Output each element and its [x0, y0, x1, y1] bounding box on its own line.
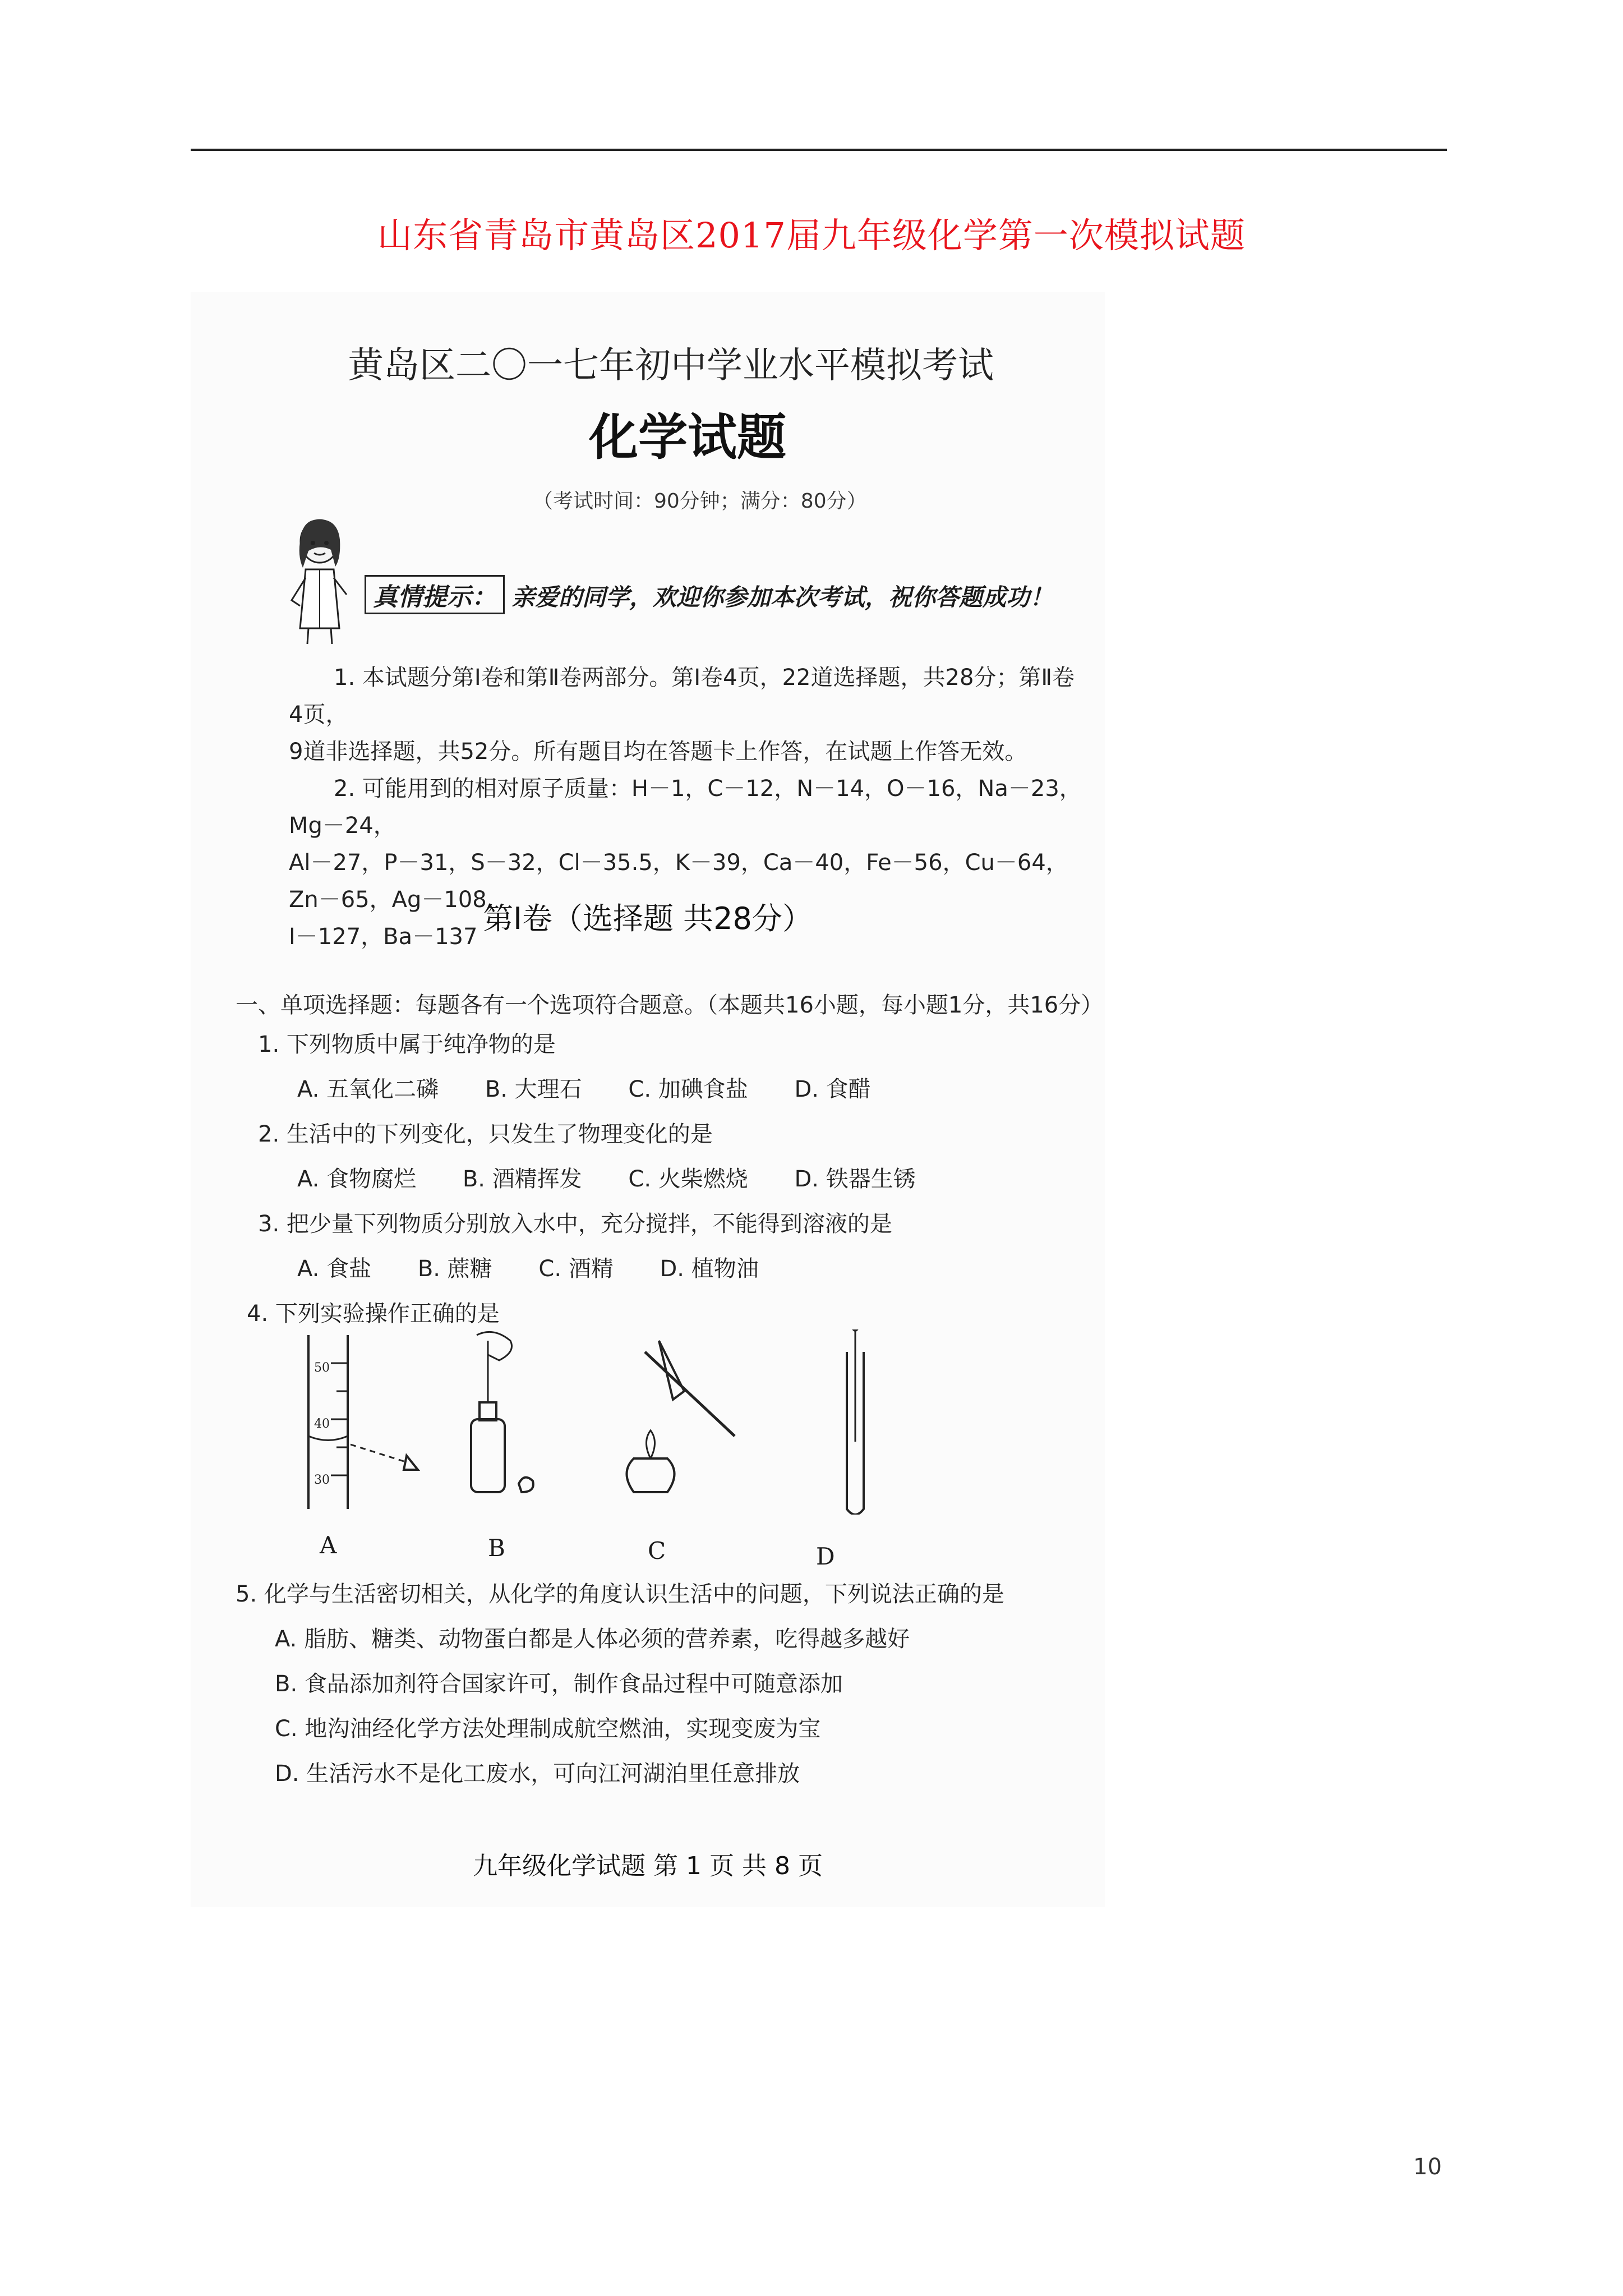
option: C. 火柴燃烧	[628, 1166, 748, 1192]
figure-a-cylinder-icon	[308, 1335, 418, 1509]
header-rule	[191, 149, 1447, 151]
option: A. 食物腐烂	[297, 1166, 417, 1192]
figure-label: A	[320, 1531, 337, 1559]
question-stem: 4. 下列实验操作正确的是	[247, 1301, 500, 1327]
section-title: 第Ⅰ卷（选择题 共28分）	[483, 901, 813, 936]
instruction-line: 2. 可能用到的相对原子质量：H－1，C－12，N－14，O－16，Na－23，Mg－24，	[289, 776, 1082, 839]
lab-figures	[297, 1329, 942, 1515]
exam-time-note: （考试时间：90分钟；满分：80分）	[533, 490, 867, 513]
option: A. 食盐	[297, 1256, 372, 1282]
option: C. 地沟油经化学方法处理制成航空燃油，实现变废为宝	[275, 1716, 821, 1742]
option: D. 铁器生锈	[794, 1166, 916, 1192]
scan-page-footer: 九年级化学试题 第 1 页 共 8 页	[473, 1852, 823, 1880]
option: C. 酒精	[538, 1256, 614, 1282]
cylinder-tick-label: 50	[314, 1361, 330, 1375]
scanned-exam-page	[191, 292, 1105, 1907]
cylinder-tick-label: 40	[314, 1417, 330, 1431]
tip-label: 真情提示：	[365, 575, 505, 614]
figure-d-dropper-icon	[847, 1329, 864, 1515]
option: A. 脂肪、糖类、动物蛋白都是人体必须的营养素，吃得越多越好	[275, 1626, 910, 1652]
instruction-line: I－127，Ba－137	[289, 924, 478, 950]
option: D. 食醋	[794, 1076, 871, 1102]
question-options	[297, 1071, 910, 1103]
part-heading: 一、单项选择题：每题各有一个选项符合题意。（本题共16小题，每小题1分，共16分）	[236, 992, 1104, 1018]
question-stem: 2. 生活中的下列变化，只发生了物理变化的是	[258, 1121, 713, 1147]
figure-label: C	[648, 1537, 666, 1565]
question-list	[236, 292, 1104, 1907]
instruction-line: 1. 本试题分第Ⅰ卷和第Ⅱ卷两部分。第Ⅰ卷4页，22道选择题，共28分；第Ⅱ卷4页，	[289, 665, 1075, 728]
figure-b-bottle-icon	[471, 1332, 533, 1492]
option: B. 蔗糖	[417, 1256, 492, 1282]
tip-text: 亲爱的同学，欢迎你参加本次考试，祝你答题成功！	[511, 583, 1054, 611]
exam-subject: 化学试题	[589, 408, 787, 466]
question-stem: 1. 下列物质中属于纯净物的是	[258, 1032, 556, 1057]
figure-label: B	[488, 1534, 505, 1562]
option: A. 五氧化二磷	[297, 1076, 439, 1102]
document-title: 山东省青岛市黄岛区2017届九年级化学第一次模拟试题	[377, 215, 1246, 256]
instruction-line: 9道非选择题，共52分。所有题目均在答题卡上作答，在试题上作答无效。	[289, 739, 1027, 765]
option: C. 加碘食盐	[628, 1076, 748, 1102]
page-number: 10	[1413, 2154, 1442, 2180]
option: D. 生活污水不是化工废水，可向江河湖泊里任意排放	[275, 1761, 800, 1787]
question-stem: 3. 把少量下列物质分别放入水中，充分搅拌，不能得到溶液的是	[258, 1211, 892, 1237]
cylinder-tick-label: 30	[314, 1473, 330, 1487]
question-options	[297, 1251, 798, 1283]
question-options	[297, 1161, 955, 1193]
figure-c-heating-icon	[627, 1341, 735, 1492]
option: B. 大理石	[485, 1076, 582, 1102]
question-stem: 5. 化学与生活密切相关，从化学的角度认识生活中的问题，下列说法正确的是	[236, 1581, 1004, 1607]
option: B. 酒精挥发	[462, 1166, 582, 1192]
exam-title: 黄岛区二〇一七年初中学业水平模拟考试	[348, 345, 994, 386]
instruction-line: Al－27，P－31，S－32，Cl－35.5，K－39，Ca－40，Fe－56，Cu－64，Zn－65，Ag－108，	[289, 850, 1068, 913]
option: B. 食品添加剂符合国家许可，制作食品过程中可随意添加	[275, 1671, 843, 1697]
option: D. 植物油	[660, 1256, 759, 1282]
figure-label: D	[816, 1543, 835, 1570]
